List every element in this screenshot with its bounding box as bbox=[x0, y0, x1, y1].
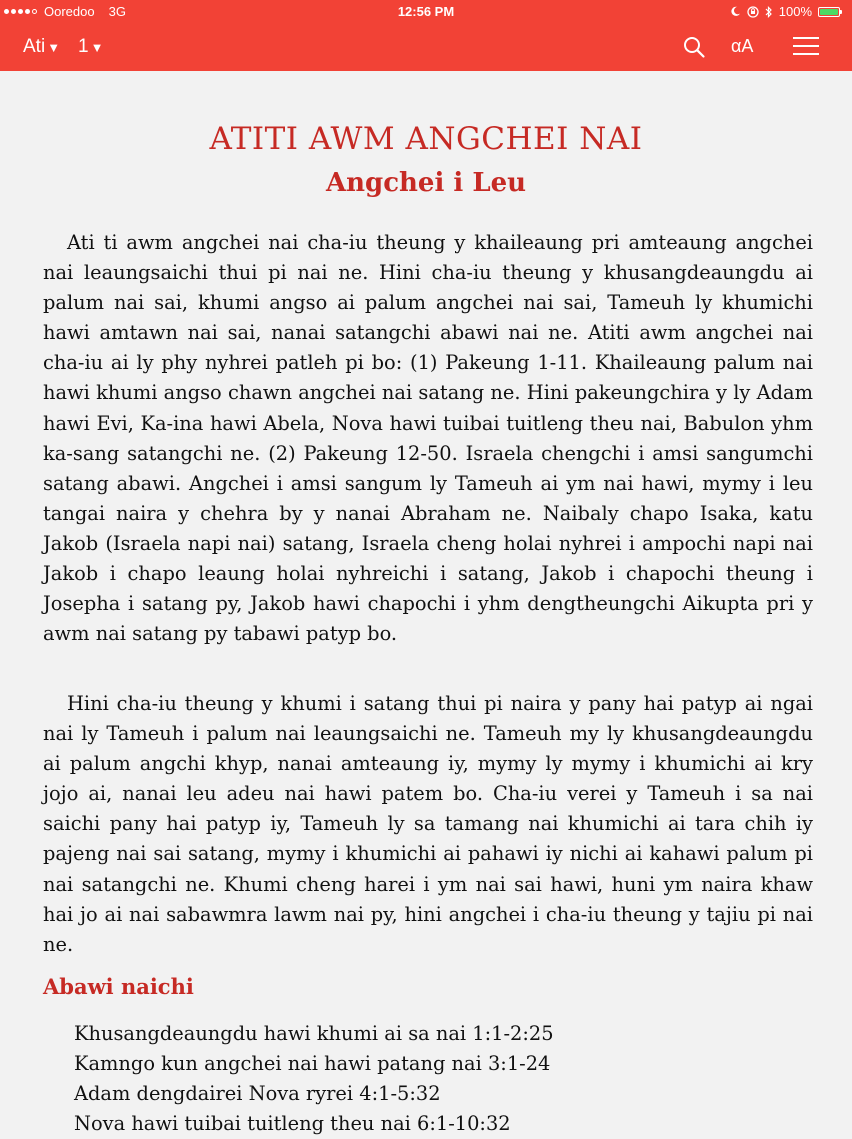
status-time: 12:56 PM bbox=[397, 4, 455, 19]
status-right bbox=[730, 4, 840, 19]
chapter-selector[interactable] bbox=[78, 36, 103, 58]
search-icon[interactable] bbox=[682, 35, 706, 59]
chapter-dropdown-icon: ▼ bbox=[90, 40, 104, 55]
outline-heading: Abawi naichi bbox=[43, 974, 194, 999]
book-title: ATITI AWM ANGCHEI NAI bbox=[209, 121, 643, 157]
menu-icon[interactable] bbox=[793, 37, 819, 57]
outline-item: Kamngo kun angchei nai hawi patang nai 3:1-24 bbox=[74, 1052, 551, 1075]
carrier-name: Ooredoo bbox=[44, 4, 95, 19]
intro-paragraph-1: Ati ti awm angchei nai cha-iu theung y khaileaung pri amteaung angchei nai leaungsaichi thui pi nai ne. Hini cha-iu theung y khusangdeaungdu ai palum nai sai, khumi angso ai palum angchei nai sai, Tameuh ly khumichi hawi amtawn nai sai, nanai satangchi abawi nai ne. Atiti awm angchei nai cha-iu ai ly phy nyhrei patleh pi bo: (1) Pakeung 1-11. Khaileaung palum nai hawi khumi angso chawn angchei nai satang ne. Hini pakeungchira y ly Adam hawi Evi, Ka-ina hawi Abela, Nova hawi tuibai tuitleng theu nai, Babulon yhm ka-sang satangchi ne. (2) Pakeung 12-50. Israela chengchi i amsi sangumchi satang abawi. Angchei i amsi sangum ly Tameuh ai ym nai hawi, mymy i leu tangai naira y chehra by y nanai Abraham ne. Naibaly chapo Isaka, katu Jakob (Israela napi nai) satang, Israela cheng holai nyhrei i ampochi napi nai Jakob i chapo leaung holai nyhreichi i satang, Jakob i chapochi theung i Josepha i satang py, Jakob hawi chapochi i yhm dengtheungchi Aikupta pri y awm nai satang py tabawi patyp bo. bbox=[43, 231, 813, 646]
battery-icon bbox=[818, 7, 840, 17]
chapter-label: 1 bbox=[78, 36, 89, 57]
outline-list bbox=[74, 1019, 554, 1139]
outline-item: Adam dengdairei Nova ryrei 4:1-5:32 bbox=[74, 1082, 441, 1105]
book-dropdown-icon: ▼ bbox=[47, 40, 61, 55]
outline-item: Khusangdeaungdu hawi khumi ai sa nai 1:1-2:25 bbox=[74, 1022, 554, 1045]
moon-icon bbox=[730, 6, 741, 17]
book-label: Ati bbox=[23, 36, 46, 57]
bluetooth-icon bbox=[765, 6, 773, 18]
intro-paragraph-2: Hini cha-iu theung y khumi i satang thui pi naira y pany hai patyp ai ngai nai ly Tameuh i palum nai leaungsaichi ne. Tameuh my ly khusangdeaungdu ai palum angchi khyp, nanai amteaung iy, mymy ly mymy i khumichi ai kry jojo ai, nanai leu adeu nai hawi patem bo. Cha-iu verei y Tameuh i sa nai saichi pany hai patyp iy, Tameuh ly sa tamang nai khumichi ai tara chih iy pajeng nai sai satang, mymy i khumichi ai pahawi iy nichi ai kahawi palum pi nai satangchi ne. Khumi cheng harei i ym nai sai hawi, huni ym naira khaw hai jo ai nai sabawmra lawm nai py, hini angchei i cha-iu theung y tajiu pi nai ne. bbox=[43, 692, 813, 956]
chapter-content bbox=[0, 71, 852, 1136]
book-subtitle: Angchei i Leu bbox=[325, 168, 527, 198]
outline-item: Nova hawi tuibai tuitleng theu nai 6:1-10:32 bbox=[74, 1112, 511, 1135]
nav-bar bbox=[0, 24, 852, 71]
book-selector[interactable] bbox=[23, 36, 60, 58]
battery-percent: 100% bbox=[778, 4, 812, 19]
font-size-button[interactable]: αA bbox=[731, 36, 754, 56]
app-header bbox=[0, 0, 852, 71]
rotation-lock-icon bbox=[747, 6, 759, 18]
status-bar bbox=[0, 0, 852, 24]
network-type: 3G bbox=[108, 4, 126, 19]
